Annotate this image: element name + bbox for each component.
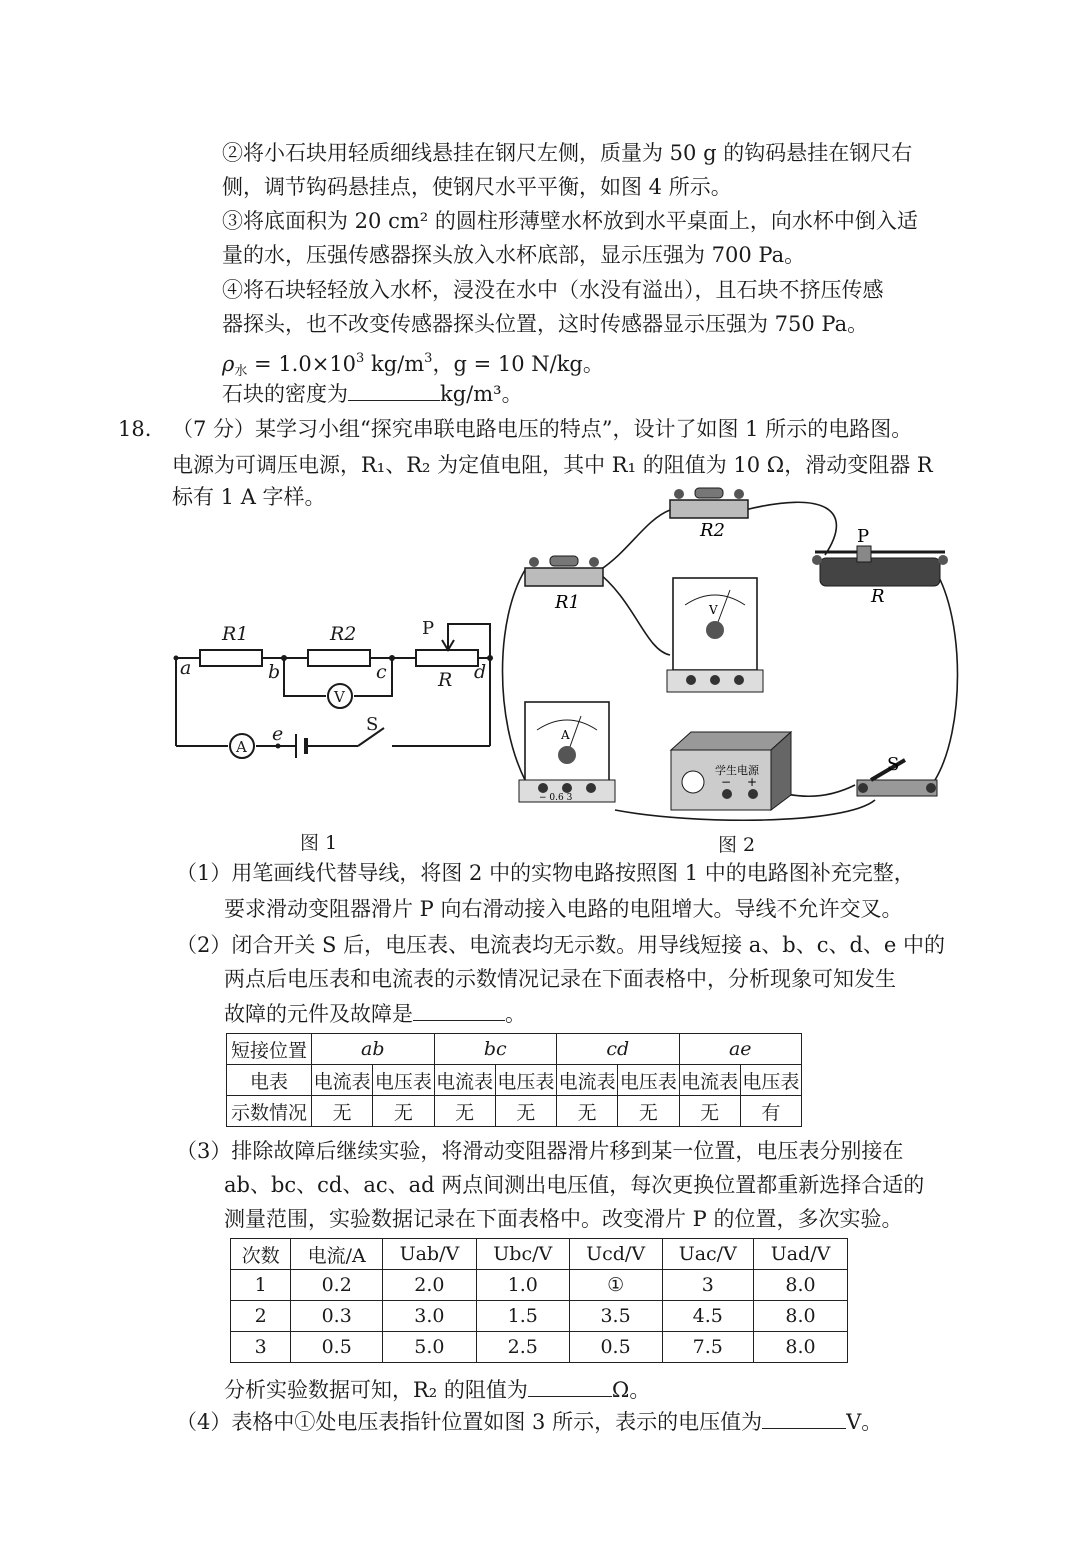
data-cell: 5.0 <box>382 1332 476 1363</box>
fig1-label-R2: R2 <box>330 623 357 645</box>
fig1-node-c: c <box>376 661 387 683</box>
fig2-ammeter-terminals: − 0.6 3 <box>539 793 573 803</box>
step4-line2: 器探头，也不改变传感器探头位置，这时传感器显示压强为 750 Pa。 <box>222 312 869 336</box>
data-cell: 2.5 <box>476 1332 569 1363</box>
meter-cell: 电流表 <box>557 1065 618 1096</box>
meter-cell: 电压表 <box>373 1065 434 1096</box>
reading-cell: 有 <box>740 1096 801 1127</box>
q18-line1: （7 分）某学习小组“探究串联电路电压的特点”，设计了如图 1 所示的电路图。 <box>172 417 913 441</box>
fig2-label-R: R <box>871 586 885 607</box>
q18-line3: 标有 1 A 字样。 <box>172 485 326 509</box>
sub3-line1: （3）排除故障后继续实验，将滑动变阻器滑片移到某一位置，电压表分别接在 <box>176 1139 904 1163</box>
figure2-caption: 图 2 <box>718 834 756 856</box>
data-cell: 2 <box>231 1301 291 1332</box>
figure1-circuit-diagram <box>170 610 500 760</box>
table-row <box>231 1270 848 1301</box>
meter-cell: 电压表 <box>740 1065 801 1096</box>
voltage-data-table <box>230 1238 848 1363</box>
voltage-answer-blank[interactable] <box>762 1406 846 1429</box>
fig2-label-S: S <box>887 754 900 775</box>
data-cell: 1 <box>231 1270 291 1301</box>
data-cell: 0.3 <box>291 1301 383 1332</box>
data-cell: 0.5 <box>569 1332 662 1363</box>
data-cell: 8.0 <box>754 1270 848 1301</box>
data-cell: 3 <box>662 1270 754 1301</box>
fig1-voltmeter-symbol: V <box>334 688 345 706</box>
figure2-physical-circuit <box>495 480 965 825</box>
fig1-node-a: a <box>180 657 192 679</box>
data-cell: 2.0 <box>382 1270 476 1301</box>
analysis-line: 分析实验数据可知，R₂ 的阻值为 Ω。 <box>224 1374 650 1405</box>
question-number: 18. <box>118 417 152 441</box>
reading-cell: 无 <box>373 1096 434 1127</box>
density-question: 石块的密度为 kg/m³。 <box>222 378 523 409</box>
position-header: bc <box>434 1034 557 1065</box>
q18-line2: 电源为可调压电源，R₁、R₂ 为定值电阻，其中 R₁ 的阻值为 10 Ω，滑动变阻器 R <box>172 453 933 477</box>
fig2-label-R2: R2 <box>700 520 726 541</box>
position-header: ab <box>312 1034 435 1065</box>
step4-line1: ④将石块轻轻放入水杯，浸没在水中（水没有溢出），且石块不挤压传感 <box>222 278 884 302</box>
fig2-rheostat <box>812 546 948 586</box>
meter-cell: 电流表 <box>312 1065 373 1096</box>
reading-cell: 无 <box>312 1096 373 1127</box>
reading-cell: 无 <box>557 1096 618 1127</box>
fig1-label-S: S <box>366 714 379 735</box>
answer-blank[interactable] <box>348 378 440 401</box>
fault-answer-blank[interactable] <box>413 998 505 1021</box>
meter-cell: 电流表 <box>679 1065 740 1096</box>
row-label: 电表 <box>227 1065 312 1096</box>
sub3-line3: 测量范围，实验数据记录在下面表格中。改变滑片 P 的位置，多次实验。 <box>224 1207 903 1231</box>
row-label: 示数情况 <box>227 1096 312 1127</box>
data-cell: 8.0 <box>754 1301 848 1332</box>
data-cell: ① <box>569 1270 662 1301</box>
fig2-resistor-R1 <box>525 556 603 586</box>
data-cell: 3 <box>231 1332 291 1363</box>
reading-cell: 无 <box>434 1096 495 1127</box>
fig2-power-supply-label: 学生电源 <box>715 764 759 777</box>
sub2-line3: 故障的元件及故障是 。 <box>224 998 526 1029</box>
fig2-voltmeter-symbol: V <box>709 603 718 617</box>
meter-cell: 电压表 <box>495 1065 556 1096</box>
fig2-ammeter <box>519 702 615 802</box>
fig2-resistor-R2 <box>670 488 748 518</box>
sub1-line2: 要求滑动变阻器滑片 P 向右滑动接入电路的电阻增大。导线不允许交叉。 <box>224 897 903 921</box>
table-row <box>231 1239 848 1270</box>
fig1-label-P: P <box>422 618 435 639</box>
data-cell: 3.5 <box>569 1301 662 1332</box>
column-header: Uac/V <box>662 1239 754 1270</box>
fig2-plus-terminal: + <box>747 775 758 789</box>
fig1-node-e: e <box>272 723 284 745</box>
sub4-line: （4）表格中①处电压表指针位置如图 3 所示，表示的电压值为 V。 <box>176 1406 882 1437</box>
fig2-voltmeter <box>667 578 763 692</box>
data-cell: 1.0 <box>476 1270 569 1301</box>
table-row <box>231 1332 848 1363</box>
reading-cell: 无 <box>679 1096 740 1127</box>
column-header: Ucd/V <box>569 1239 662 1270</box>
data-cell: 3.0 <box>382 1301 476 1332</box>
fig2-label-P: P <box>857 526 870 547</box>
data-cell: 0.5 <box>291 1332 383 1363</box>
fig2-minus-terminal: − <box>721 775 732 789</box>
short-circuit-table <box>226 1033 802 1127</box>
sub1-line1: （1）用笔画线代替导线，将图 2 中的实物电路按照图 1 中的电路图补充完整， <box>176 861 915 885</box>
column-header: Ubc/V <box>476 1239 569 1270</box>
meter-cell: 电压表 <box>618 1065 679 1096</box>
row-label: 短接位置 <box>227 1034 312 1065</box>
table-row <box>227 1096 802 1127</box>
fig2-ammeter-symbol: A <box>561 728 570 742</box>
data-cell: 8.0 <box>754 1332 848 1363</box>
r2-answer-blank[interactable] <box>528 1374 612 1397</box>
column-header: 次数 <box>231 1239 291 1270</box>
column-header: 电流/A <box>291 1239 383 1270</box>
data-cell: 1.5 <box>476 1301 569 1332</box>
fig1-ammeter-symbol: A <box>236 738 247 756</box>
step2-line1: ②将小石块用轻质细线悬挂在钢尺左侧，质量为 50 g 的钩码悬挂在钢尺右 <box>222 141 913 165</box>
step3-line1: ③将底面积为 20 cm² 的圆柱形薄壁水杯放到水平桌面上，向水杯中倒入适 <box>222 209 918 233</box>
sub2-line2: 两点后电压表和电流表的示数情况记录在下面表格中，分析现象可知发生 <box>224 967 896 991</box>
fig1-label-R: R <box>438 669 453 691</box>
position-header: ae <box>679 1034 802 1065</box>
sub3-line2: ab、bc、cd、ac、ad 两点间测出电压值，每次更换位置都重新选择合适的 <box>224 1173 925 1197</box>
meter-cell: 电流表 <box>434 1065 495 1096</box>
step3-line2: 量的水，压强传感器探头放入水杯底部，显示压强为 700 Pa。 <box>222 243 806 267</box>
reading-cell: 无 <box>495 1096 556 1127</box>
table-row <box>227 1065 802 1096</box>
sub2-line1: （2）闭合开关 S 后，电压表、电流表均无示数。用导线短接 a、b、c、d、e 中的 <box>176 933 946 957</box>
data-cell: 0.2 <box>291 1270 383 1301</box>
fig1-label-R1: R1 <box>222 623 249 645</box>
figure1-caption: 图 1 <box>300 832 338 854</box>
fig1-node-d: d <box>474 661 487 683</box>
reading-cell: 无 <box>618 1096 679 1127</box>
step2-line2: 侧，调节钩码悬挂点，使钢尺水平平衡，如图 4 所示。 <box>222 175 732 199</box>
table-row <box>231 1301 848 1332</box>
fig2-label-R1: R1 <box>555 592 581 613</box>
data-cell: 7.5 <box>662 1332 754 1363</box>
column-header: Uad/V <box>754 1239 848 1270</box>
position-header: cd <box>557 1034 680 1065</box>
constants-line: $\rho_水 = 1.0\times 10^3$ $kg/m^3$，g = 10 N/kg。 <box>222 351 604 379</box>
table-row <box>227 1034 802 1065</box>
fig1-node-b: b <box>268 661 281 683</box>
column-header: Uab/V <box>382 1239 476 1270</box>
data-cell: 4.5 <box>662 1301 754 1332</box>
